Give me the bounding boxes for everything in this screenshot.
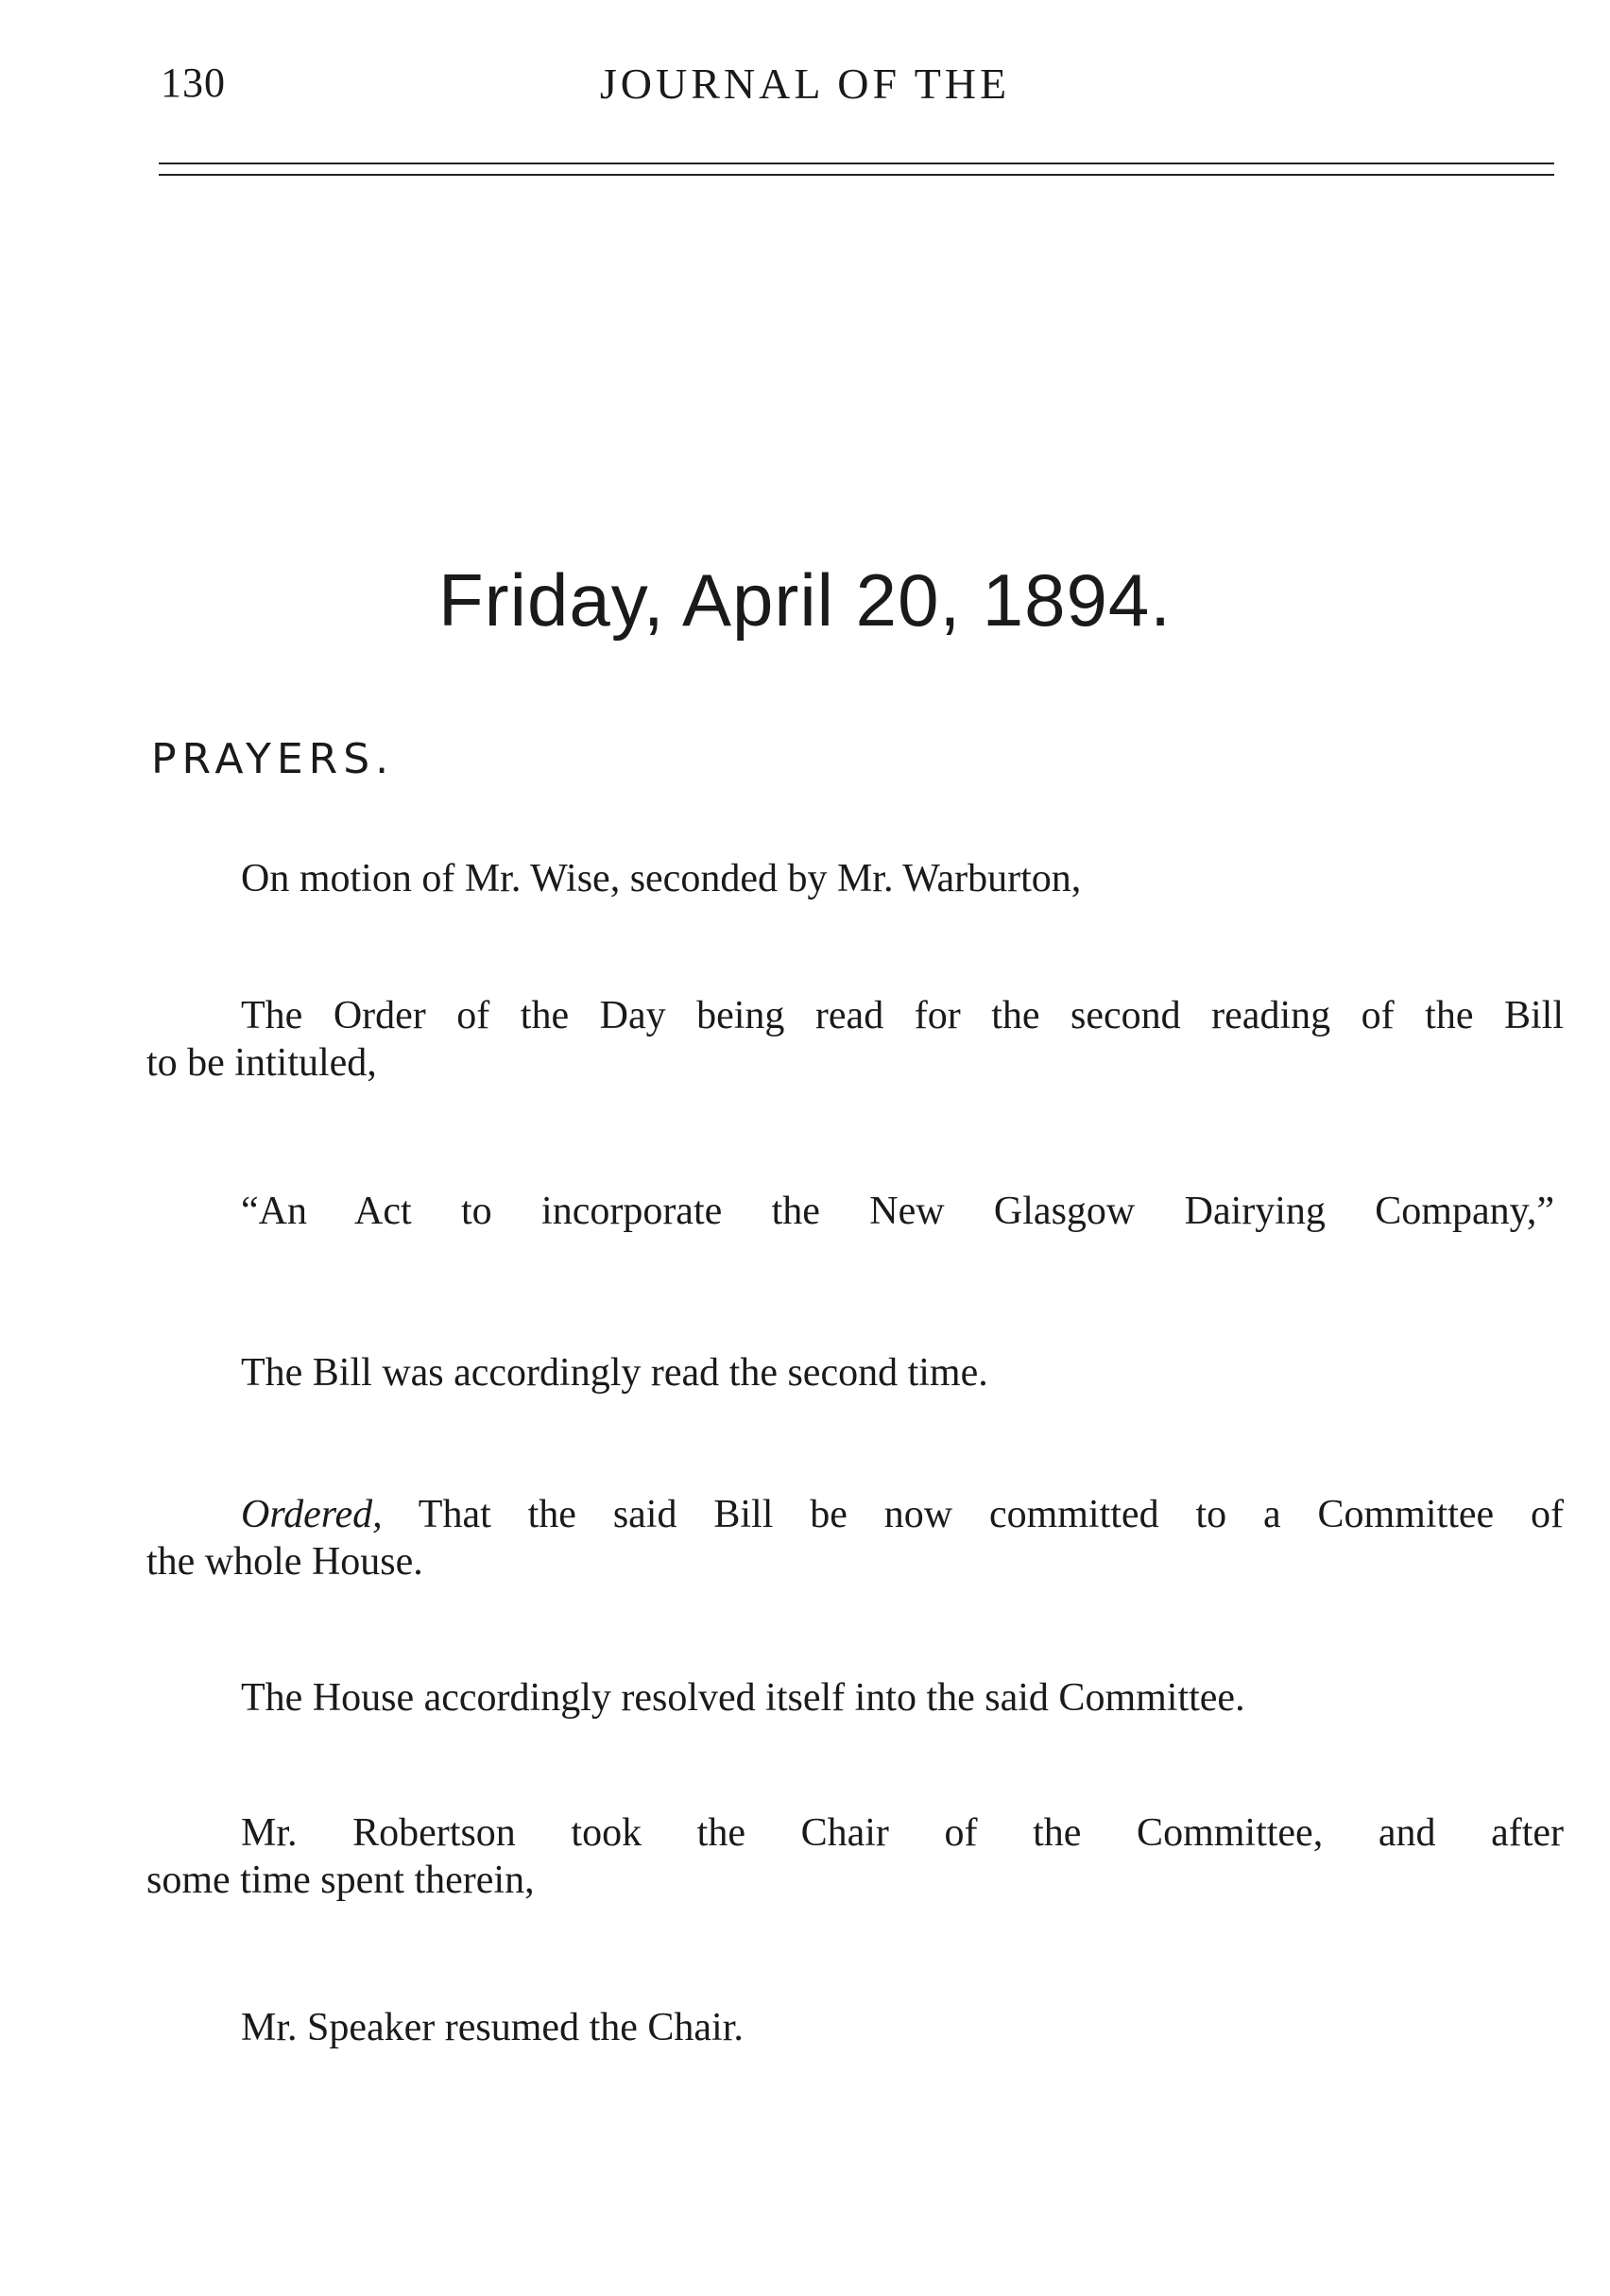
paragraph-line: some time spent therein, xyxy=(146,1859,535,1902)
paragraph-motion xyxy=(146,855,1564,902)
running-head: JOURNAL OF THE xyxy=(599,60,1011,108)
paragraph-line: to be intituled, xyxy=(146,1041,377,1085)
paragraph-line: The Bill was accordingly read the second time. xyxy=(241,1351,988,1395)
date-heading: Friday, April 20, 1894. xyxy=(438,558,1172,642)
page-number: 130 xyxy=(161,60,226,106)
paragraph-act-title xyxy=(146,1188,1564,1235)
ordered-italic-lead: Ordered, xyxy=(241,1493,383,1536)
paragraph-line: Mr. Speaker resumed the Chair. xyxy=(241,2006,744,2049)
paragraph-robertson-chair xyxy=(146,1809,1564,1904)
paragraph-line xyxy=(146,1491,1564,1538)
paragraph-speaker-resumed xyxy=(146,2004,1564,2051)
ordered-line-text: That the said Bill be now committed to a Committee of xyxy=(382,1493,1564,1536)
paragraph-order-of-day xyxy=(146,992,1564,1087)
paragraph-line: the whole House. xyxy=(146,1540,423,1584)
paragraph-line: Mr. Robertson took the Chair of the Committee, and after xyxy=(241,1811,1564,1855)
header-rule-bottom xyxy=(159,174,1554,176)
section-heading: PRAYERS. xyxy=(151,735,395,783)
paragraph-line: The Order of the Day being read for the second reading of the Bill xyxy=(241,994,1564,1037)
paragraph-ordered xyxy=(146,1491,1564,1585)
paragraph-second-reading xyxy=(146,1349,1564,1396)
paragraph-house-resolved xyxy=(146,1674,1564,1722)
header-rule-top xyxy=(159,163,1554,164)
paragraph-line: The House accordingly resolved itself into the said Committee. xyxy=(241,1676,1245,1720)
paragraph-line: “An Act to incorporate the New Glasgow Dairying Company,” xyxy=(241,1190,1554,1233)
paragraph-line: On motion of Mr. Wise, seconded by Mr. Warburton, xyxy=(241,857,1082,900)
